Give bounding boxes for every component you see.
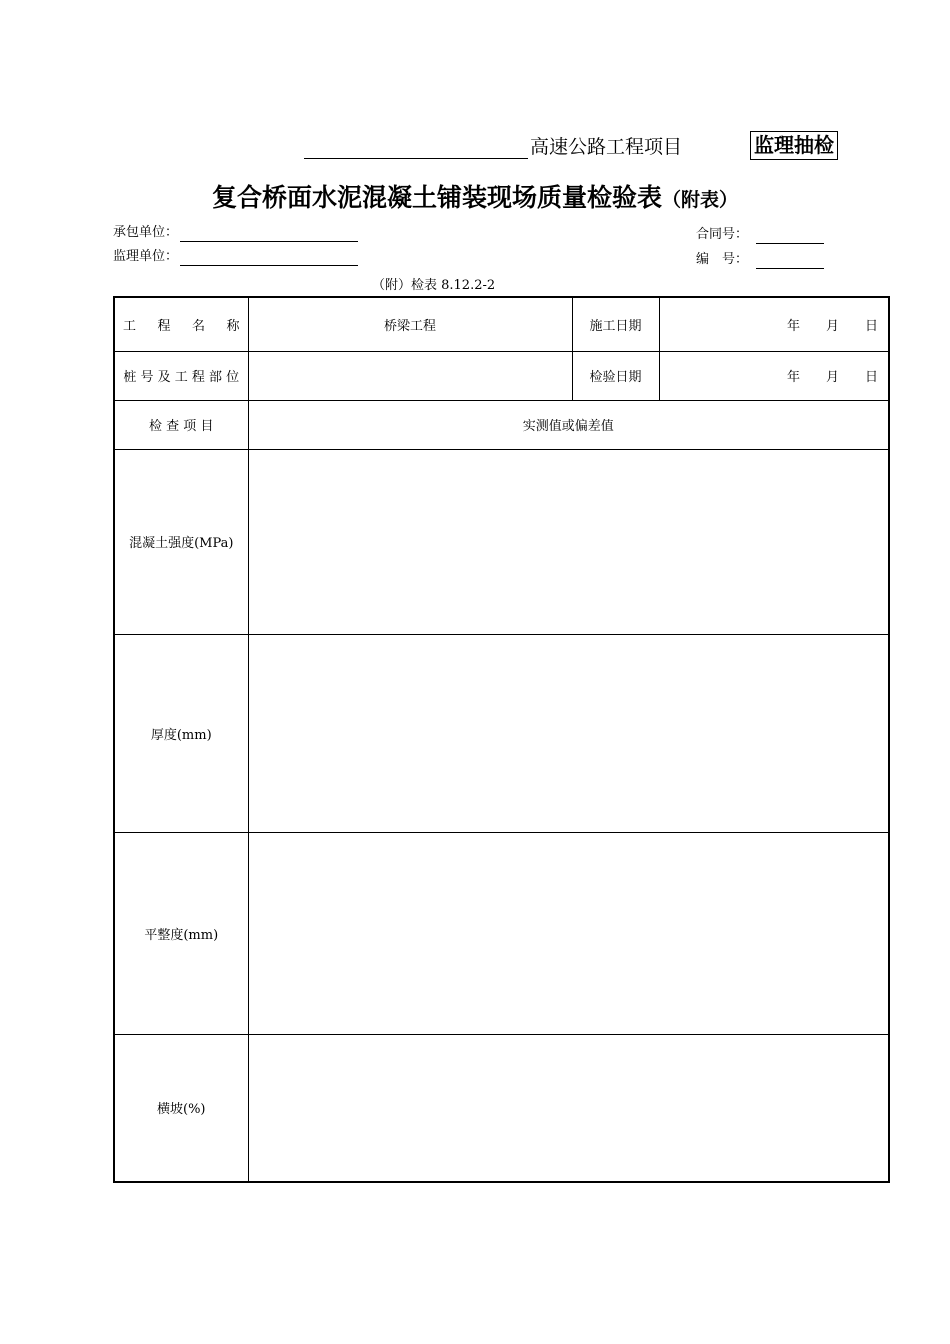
contract-no-field — [696, 226, 824, 244]
item-value-cross-slope[interactable] — [248, 1034, 889, 1182]
construction-date-value[interactable]: 年 月 日 — [659, 297, 889, 351]
item-value-concrete-strength[interactable] — [248, 449, 889, 634]
item-row — [114, 832, 889, 1034]
item-row — [114, 449, 889, 634]
project-name-label: 工 程 名 称 — [114, 297, 248, 351]
item-label-thickness: 厚度(mm) — [114, 634, 248, 832]
contractor-label: 承包单位： — [113, 225, 179, 240]
project-name-value[interactable]: 桥梁工程 — [248, 297, 572, 351]
construction-date-label: 施工日期 — [572, 297, 659, 351]
project-name-row — [114, 297, 889, 351]
contractor-blank[interactable] — [180, 227, 358, 242]
supervisor-blank[interactable] — [180, 251, 358, 266]
form-title — [0, 178, 950, 214]
check-item-header: 检 查 项 目 — [114, 400, 248, 449]
inspection-date-value[interactable]: 年 月 日 — [659, 351, 889, 400]
measured-value-header: 实测值或偏差值 — [248, 400, 889, 449]
item-label-cross-slope: 横坡(%) — [114, 1034, 248, 1182]
contract-no-blank[interactable] — [756, 229, 824, 244]
title-main: 复合桥面水泥混凝土铺装现场质量检验表 — [211, 183, 662, 212]
supervision-stamp: 监理抽检 — [750, 131, 838, 160]
contractor-field — [113, 224, 358, 242]
supervisor-label: 监理单位： — [113, 249, 179, 264]
station-label: 桩 号 及 工 程 部 位 — [114, 351, 248, 400]
station-row — [114, 351, 889, 400]
item-row — [114, 634, 889, 832]
header-row — [114, 400, 889, 449]
item-value-thickness[interactable] — [248, 634, 889, 832]
item-label-concrete-strength: 混凝土强度(MPa) — [114, 449, 248, 634]
project-name-line — [304, 133, 682, 159]
item-row — [114, 1034, 889, 1182]
item-value-flatness[interactable] — [248, 832, 889, 1034]
item-label-flatness: 平整度(mm) — [114, 832, 248, 1034]
title-sub: （附表） — [662, 189, 739, 211]
serial-no-blank[interactable] — [756, 254, 824, 269]
contract-no-label: 合同号： — [696, 227, 749, 242]
form-number: （附）检表 8.12.2-2 — [372, 278, 496, 293]
serial-no-field — [696, 251, 824, 269]
project-suffix: 高速公路工程项目 — [530, 136, 683, 158]
station-value[interactable] — [248, 351, 572, 400]
serial-no-label: 编 号： — [696, 252, 749, 267]
supervisor-field — [113, 248, 358, 266]
inspection-date-label: 检验日期 — [572, 351, 659, 400]
project-name-blank[interactable] — [304, 134, 528, 159]
inspection-table — [113, 296, 890, 1183]
